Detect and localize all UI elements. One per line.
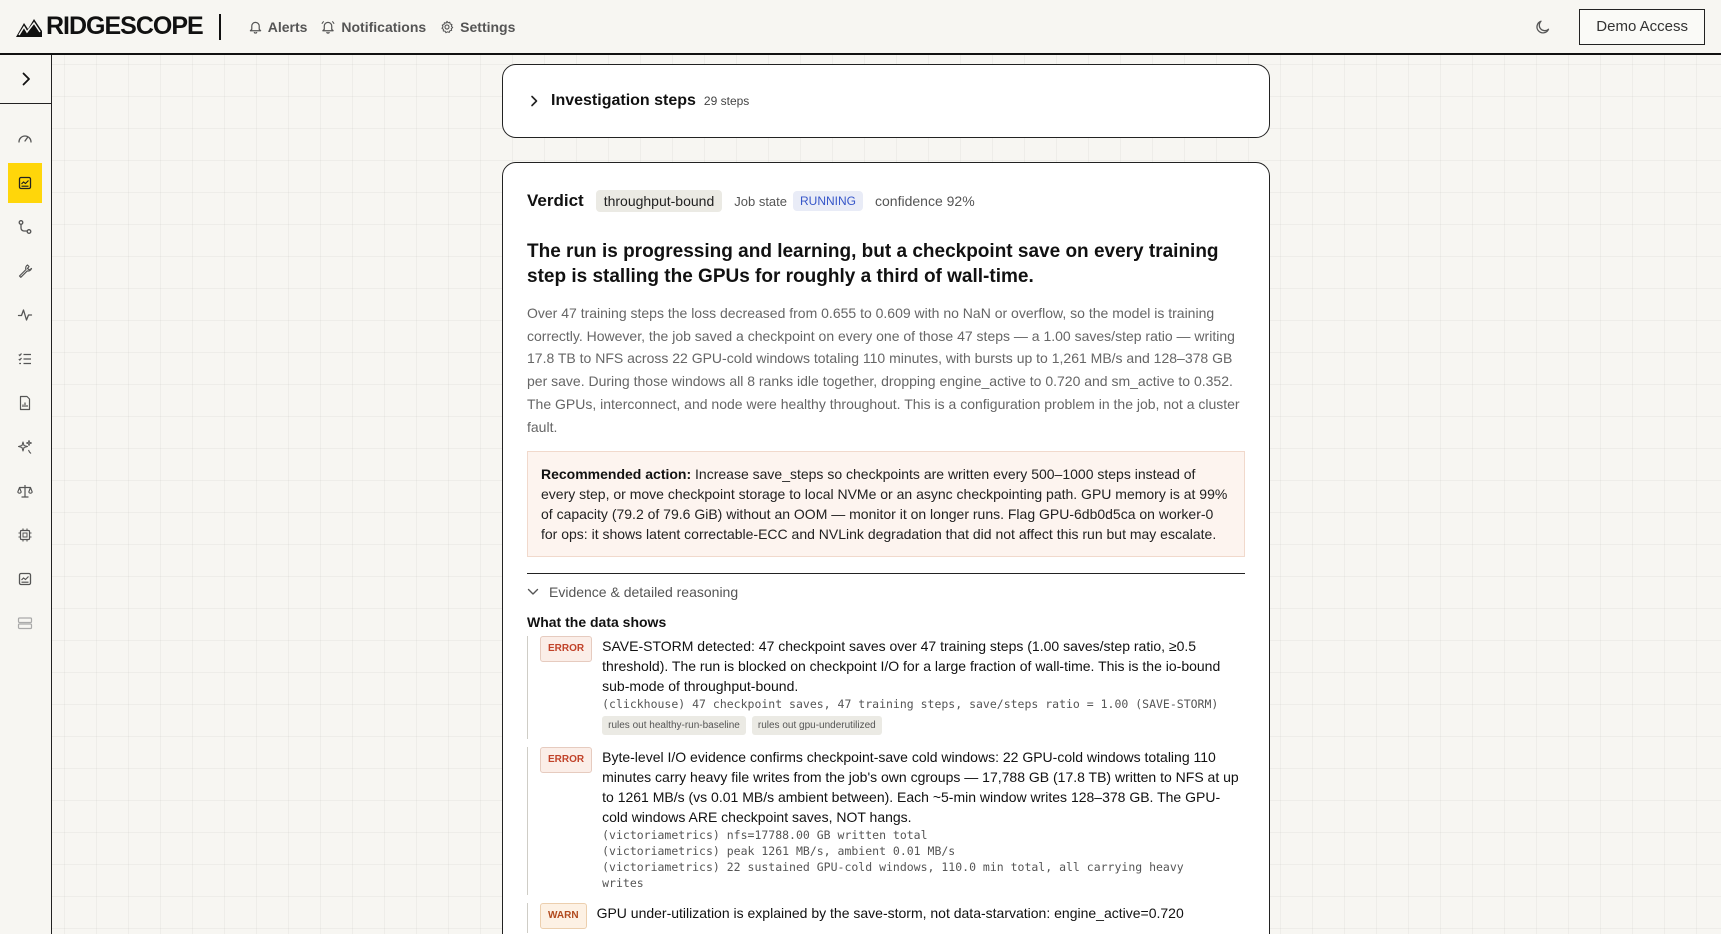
brand-divider xyxy=(219,14,221,40)
nav-notifications[interactable] xyxy=(321,19,426,35)
sidebar-item-checklists[interactable] xyxy=(8,339,42,379)
recommended-action-label: Recommended action: xyxy=(541,466,692,483)
finding-item xyxy=(527,747,1245,895)
server-icon xyxy=(17,615,33,631)
theme-toggle[interactable] xyxy=(1529,13,1557,41)
finding-body xyxy=(602,636,1245,735)
gauge-icon xyxy=(17,131,33,147)
finding-evidence: (clickhouse) 47 checkpoint saves, 47 training steps, save/steps ratio = 1.00 (SAVE-STORM) xyxy=(602,697,1219,712)
sidebar-items xyxy=(0,104,51,643)
sidebar-expand-toggle[interactable] xyxy=(0,55,51,104)
top-nav xyxy=(235,19,516,35)
sidebar-item-activity[interactable] xyxy=(8,295,42,335)
nav-settings[interactable] xyxy=(440,19,515,35)
severity-badge: ERROR xyxy=(540,747,592,773)
wrench-icon xyxy=(17,263,33,279)
finding-body xyxy=(602,747,1245,891)
sidebar-item-dashboard[interactable] xyxy=(8,119,42,159)
report-icon xyxy=(17,175,33,191)
finding-item xyxy=(527,636,1245,739)
demo-access-button[interactable]: Demo Access xyxy=(1579,9,1705,45)
nav-notifications-label: Notifications xyxy=(341,18,427,35)
sidebar-item-investigations[interactable] xyxy=(8,163,42,203)
chevron-down-icon xyxy=(527,587,539,597)
bell-ring-icon xyxy=(321,20,335,34)
route-icon xyxy=(17,219,33,235)
chevron-right-icon xyxy=(529,95,539,107)
finding-tags xyxy=(602,716,1245,735)
finding-evidence: (victoriametrics) nfs=17788.00 GB written total (victoriametrics) peak 1261 MB/s, ambient 0.01 MB/s (victoriametrics) 22 sustained GPU-cold windows, 110.0 min total, all carrying heavy writes xyxy=(602,828,1184,891)
sidebar-item-tools[interactable] xyxy=(8,251,42,291)
sidebar-item-reports[interactable] xyxy=(8,383,42,423)
data-shows-heading: What the data shows xyxy=(527,614,667,631)
nav-alerts-label: Alerts xyxy=(267,18,308,35)
evidence-toggle[interactable] xyxy=(527,573,1245,600)
sidebar-item-hardware[interactable] xyxy=(8,515,42,555)
brand-name: RIDGESCOPE xyxy=(46,12,203,40)
verdict-card xyxy=(502,162,1270,934)
sidebar-item-policies[interactable] xyxy=(8,471,42,511)
verdict-summary: Over 47 training steps the loss decreased from 0.655 to 0.609 with no NaN or overflow, so the model is training correctly. However, the job saved a checkpoint on every one of those 47 steps — a 1.00 saves/step ratio — writing 17.8 TB to NFS across 22 GPU-cold windows totaling 110 minutes, with bursts up to 1,261 MB/s and 128–378 GB per save. During those windows all 8 ranks idle together, dropping engine_active to 0.720 and sm_active to 0.352. The GPUs, interconnect, and node were healthy throughout. This is a configuration problem in the job, not a cluster fault. xyxy=(527,305,1240,435)
sparkle-icon xyxy=(17,439,33,455)
nav-alerts[interactable] xyxy=(249,19,308,35)
sidebar-item-insights[interactable] xyxy=(8,427,42,467)
finding-text: SAVE-STORM detected: 47 checkpoint saves over 47 training steps (1.00 saves/step ratio, ≥0.5 threshold). The run is blocked on checkpoint I/O for a large fraction of wall-time. This is the io-bound sub-mode of throughput-bound. xyxy=(602,638,1221,695)
report-icon xyxy=(17,571,33,587)
severity-badge: ERROR xyxy=(540,636,592,662)
scale-icon xyxy=(17,483,33,499)
investigation-steps-title: Investigation steps xyxy=(551,92,696,109)
evidence-toggle-label: Evidence & detailed reasoning xyxy=(549,584,739,601)
verdict-header xyxy=(527,189,1245,213)
investigation-steps-count: 29 steps xyxy=(703,94,750,108)
job-state-label: Job state xyxy=(734,193,788,209)
document-chart-icon xyxy=(17,395,33,411)
top-bar xyxy=(0,0,1721,55)
sidebar-item-servers[interactable] xyxy=(8,603,42,643)
activity-icon xyxy=(17,307,33,323)
finding-item xyxy=(527,903,1245,933)
finding-body xyxy=(597,903,1245,929)
brand-logo[interactable] xyxy=(16,13,203,41)
bell-icon xyxy=(249,20,262,34)
severity-badge: WARN xyxy=(540,903,587,929)
job-state-badge: RUNNING xyxy=(793,191,863,211)
mountain-logo-icon xyxy=(16,17,42,37)
recommended-action-box xyxy=(527,451,1245,557)
confidence-value: confidence 92% xyxy=(875,193,975,209)
chevron-right-icon xyxy=(19,72,33,86)
investigation-steps-card[interactable] xyxy=(502,64,1270,138)
verdict-headline: The run is progressing and learning, but a checkpoint save on every training step is stalling the GPUs for roughly a third of wall-time. xyxy=(527,241,1219,287)
finding-text: GPU under-utilization is explained by the save-storm, not data-starvation: engine_active=0.720 xyxy=(596,905,1184,922)
recommended-action-text: Increase save_steps so checkpoints are written every 500–1000 steps instead of every step, or move checkpoint storage to local NVMe or an async checkpointing path. GPU memory is at 99% of capacity (79.2 of 79.6 GiB) without an OOM — monitor it on longer runs. Flag GPU-6db0d5ca on worker-0 for ops: it shows latent correctable-ECC and NVLink degradation that did not affect this run but may escalate. xyxy=(541,466,1228,543)
sidebar-item-summaries[interactable] xyxy=(8,559,42,599)
moon-icon xyxy=(1535,19,1551,35)
gear-icon xyxy=(440,20,454,34)
verdict-label: Verdict xyxy=(527,191,584,210)
sidebar-item-routes[interactable] xyxy=(8,207,42,247)
nav-settings-label: Settings xyxy=(460,18,516,35)
verdict-category-badge: throughput-bound xyxy=(596,190,723,212)
chip-icon xyxy=(17,527,33,543)
sidebar xyxy=(0,55,52,934)
finding-text: Byte-level I/O evidence confirms checkpoint-save cold windows: 22 GPU-cold windows totaling 110 minutes carry heavy file writes from the job's own cgroups — 17,788 GB (17.8 TB) written to NFS at up to 1261 MB/s (vs 0.01 MB/s ambient between). Each ~5-min window writes 128–378 GB. The GPU-cold windows ARE checkpoint saves, NOT hangs. xyxy=(602,749,1239,826)
checklist-icon xyxy=(17,351,33,367)
top-bar-right xyxy=(1529,9,1721,45)
finding-tag: rules out gpu-underutilized xyxy=(752,716,882,735)
finding-tag: rules out healthy-run-baseline xyxy=(602,716,746,735)
